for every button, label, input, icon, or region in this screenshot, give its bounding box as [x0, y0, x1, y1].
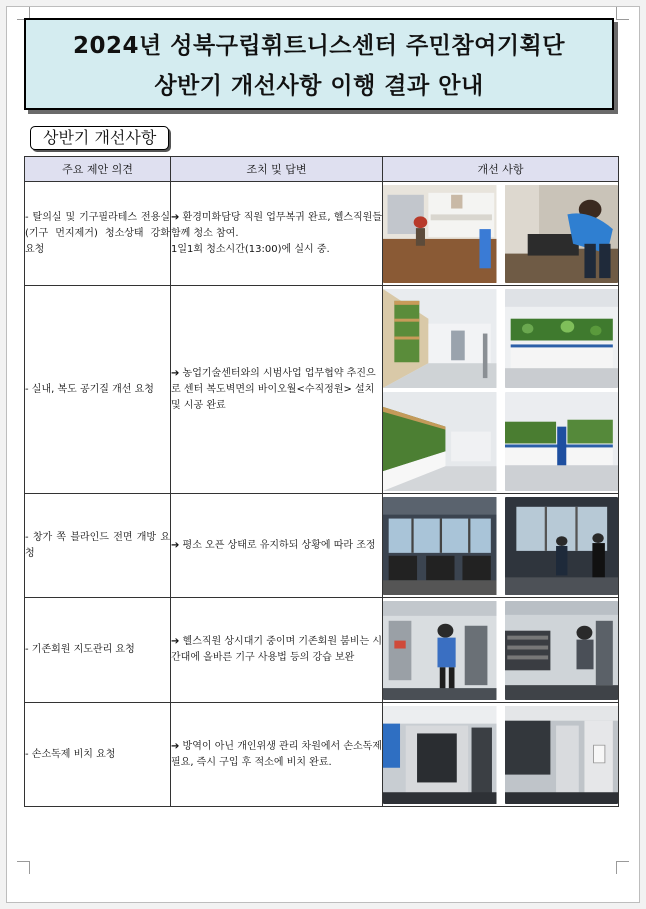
photo-locker-room-cleaning — [383, 185, 497, 283]
photo-green-wall-hall — [383, 392, 497, 491]
photo-cell — [383, 286, 619, 494]
photo-sanitizer-machine — [383, 706, 497, 804]
opinion-cell: - 실내, 복도 공기질 개선 요청 — [25, 286, 171, 494]
action-cell: ➔ 평소 오픈 상태로 유지하되 상황에 따라 조정 — [171, 494, 383, 598]
opinion-cell: - 손소독제 비치 요청 — [25, 703, 171, 807]
title-line-1: 2024년 성북구립휘트니스센터 주민참여기획단 — [73, 33, 565, 59]
photo-green-wall-lobby — [505, 392, 619, 491]
action-cell: ➔ 헬스직원 상시대기 중이며 기존회원 붐비는 시간대에 올바른 기구 사용법 등의 강습 보완 — [171, 598, 383, 703]
photo-trainer-instruction — [383, 601, 497, 700]
title-box — [24, 18, 614, 110]
photo-sanitizer-dispenser — [505, 706, 619, 804]
table-row — [25, 703, 619, 807]
table-row — [25, 598, 619, 703]
header-improvement: 개선 사항 — [383, 157, 619, 182]
table-row — [25, 182, 619, 286]
page-corner-mark — [616, 861, 629, 874]
photo-green-wall-corridor — [383, 289, 497, 388]
photo-equipment-cleaning — [505, 185, 619, 283]
photo-cell — [383, 598, 619, 703]
action-cell: ➔ 환경미화담당 직원 업무복귀 완료, 헬스직원들 함께 청소 참여. 1일1회 청소시간(13:00)에 실시 중. — [171, 182, 383, 286]
table-row — [25, 286, 619, 494]
opinion-cell: - 탈의실 및 기구필라테스 전용실(기구 먼지제거) 청소상태 강화 요청 — [25, 182, 171, 286]
page-corner-mark — [616, 7, 629, 20]
header-opinion: 주요 제안 의견 — [25, 157, 171, 182]
photo-cell — [383, 494, 619, 598]
photo-cell — [383, 182, 619, 286]
table-header-row — [25, 157, 619, 182]
photo-treadmills-window — [383, 497, 497, 595]
header-action: 조치 및 답변 — [171, 157, 383, 182]
page-corner-mark — [17, 861, 30, 874]
improvement-table — [24, 156, 619, 807]
opinion-cell: - 창가 쪽 블라인드 전면 개방 요청 — [25, 494, 171, 598]
action-cell: ➔ 방역이 아닌 개인위생 관리 차원에서 손소독제 필요, 즉시 구입 후 적소에 비치 완료. — [171, 703, 383, 807]
action-cell: ➔ 농업기술센터와의 시범사업 업무협약 추진으로 센터 복도벽면의 바이오월<수직정원> 설치 및 시공 완료 — [171, 286, 383, 494]
opinion-cell: - 기존회원 지도관리 요청 — [25, 598, 171, 703]
title-line-2: 상반기 개선사항 이행 결과 안내 — [154, 73, 484, 99]
section-label: 상반기 개선사항 — [30, 126, 169, 150]
photo-green-wall-lockers — [505, 289, 619, 388]
table-row — [25, 494, 619, 598]
photo-window-members — [505, 497, 619, 595]
photo-dumbbell-area — [505, 601, 619, 700]
photo-cell — [383, 703, 619, 807]
